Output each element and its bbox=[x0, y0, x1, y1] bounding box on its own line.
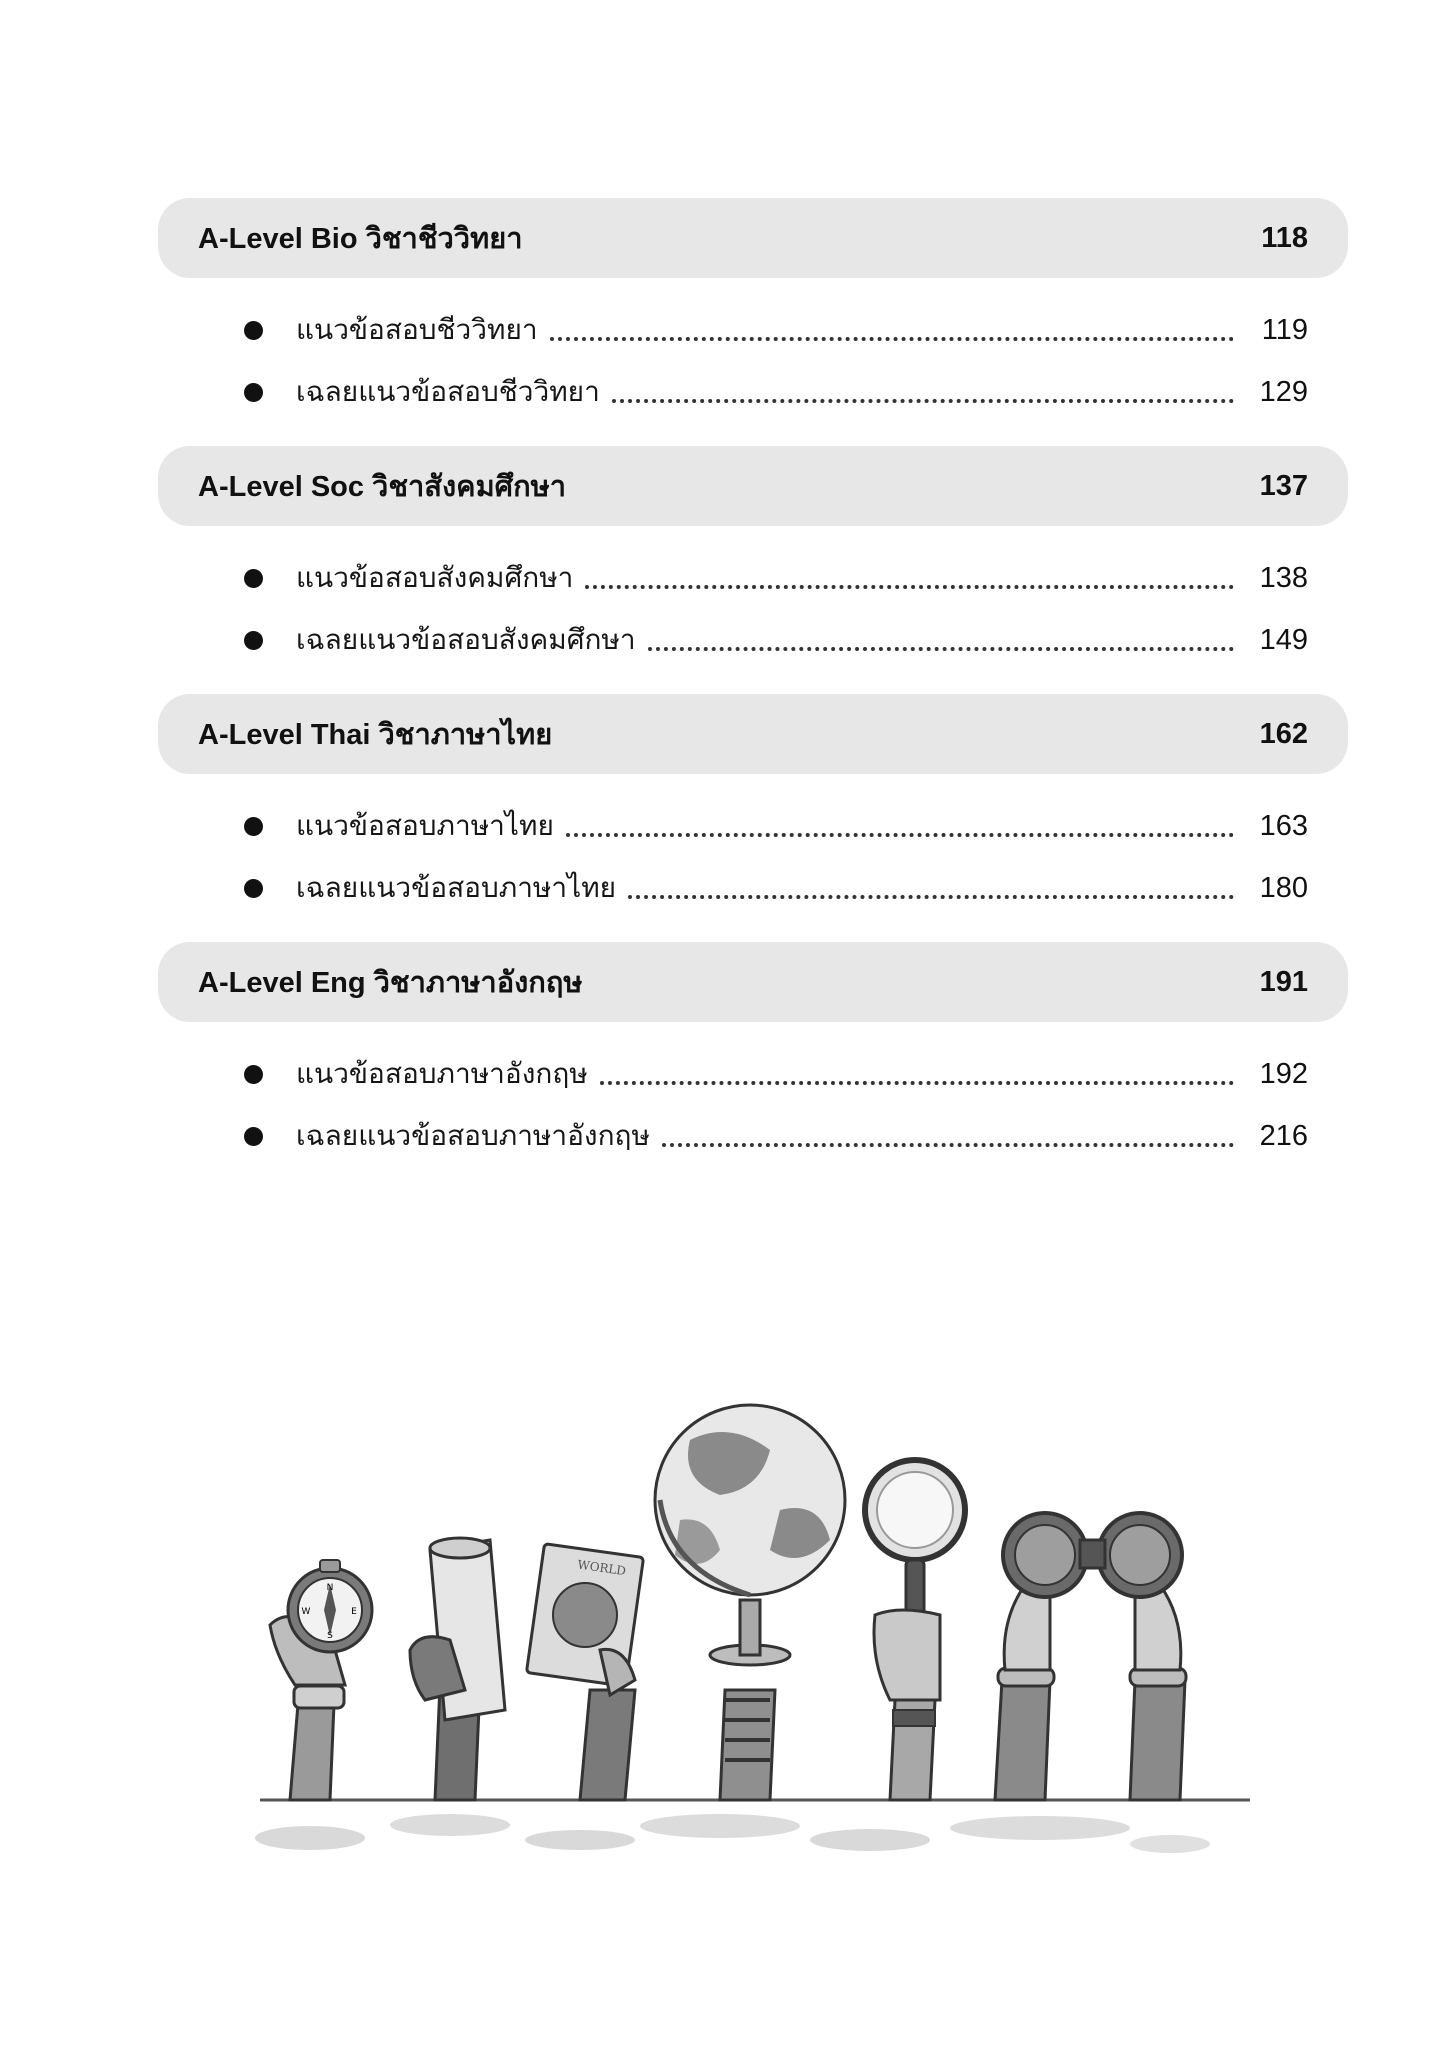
bullet-icon bbox=[244, 1127, 263, 1146]
bullet-icon bbox=[244, 879, 263, 898]
magnifying-glass-icon bbox=[865, 1460, 965, 1800]
entry-page-number: 119 bbox=[1261, 313, 1308, 346]
dot-leader bbox=[585, 585, 1234, 589]
section-page-number: 162 bbox=[1259, 717, 1308, 750]
section-page-number: 118 bbox=[1261, 221, 1308, 254]
toc-entry[interactable] bbox=[244, 556, 1308, 600]
map-scroll-icon bbox=[410, 1538, 505, 1800]
dot-leader bbox=[648, 647, 1234, 651]
section-title: A-Level Thai วิชาภาษาไทย bbox=[198, 719, 553, 751]
entry-page-number: 180 bbox=[1259, 871, 1308, 904]
dot-leader bbox=[566, 833, 1234, 837]
section-header-eng[interactable] bbox=[158, 942, 1348, 1022]
entry-label: แนวข้อสอบชีววิทยา bbox=[296, 313, 538, 346]
toc-entry[interactable] bbox=[244, 370, 1308, 414]
bullet-icon bbox=[244, 383, 263, 402]
entry-page-number: 129 bbox=[1259, 375, 1308, 408]
binoculars-icon bbox=[995, 1513, 1186, 1800]
section-page-number: 137 bbox=[1259, 469, 1308, 502]
toc-entry[interactable] bbox=[244, 804, 1308, 848]
entry-label: แนวข้อสอบภาษาไทย bbox=[296, 809, 554, 842]
dot-leader bbox=[550, 337, 1234, 341]
compass-letter-e: E bbox=[351, 1607, 357, 1617]
section-header-bio[interactable] bbox=[158, 198, 1348, 278]
entry-page-number: 138 bbox=[1259, 561, 1308, 594]
dot-leader bbox=[612, 399, 1234, 403]
entry-page-number: 192 bbox=[1259, 1057, 1308, 1090]
dot-leader bbox=[600, 1081, 1234, 1085]
world-book-icon bbox=[526, 1544, 643, 1800]
entry-page-number: 216 bbox=[1259, 1119, 1308, 1152]
entry-label: เฉลยแนวข้อสอบชีววิทยา bbox=[296, 375, 600, 408]
dot-leader bbox=[662, 1143, 1234, 1147]
entry-label: แนวข้อสอบสังคมศึกษา bbox=[296, 561, 574, 594]
toc-entry[interactable] bbox=[244, 866, 1308, 910]
ground-line bbox=[255, 1800, 1250, 1853]
compass-icon bbox=[270, 1560, 372, 1800]
entry-label: เฉลยแนวข้อสอบภาษาอังกฤษ bbox=[296, 1119, 650, 1152]
entry-label: เฉลยแนวข้อสอบสังคมศึกษา bbox=[296, 623, 636, 656]
compass-letter-s: S bbox=[327, 1631, 333, 1641]
entry-label: เฉลยแนวข้อสอบภาษาไทย bbox=[296, 871, 617, 904]
bullet-icon bbox=[244, 631, 263, 650]
toc-entry[interactable] bbox=[244, 1114, 1308, 1158]
explorer-hands-illustration bbox=[250, 1400, 1260, 1880]
bullet-icon bbox=[244, 817, 263, 836]
section-title: A-Level Eng วิชาภาษาอังกฤษ bbox=[198, 967, 583, 999]
compass-letter-n: N bbox=[326, 1583, 334, 1593]
section-title: A-Level Soc วิชาสังคมศึกษา bbox=[198, 471, 567, 503]
section-title: A-Level Bio วิชาชีววิทยา bbox=[198, 223, 523, 255]
compass-letter-w: W bbox=[301, 1607, 311, 1617]
bullet-icon bbox=[244, 1065, 263, 1084]
bullet-icon bbox=[244, 321, 263, 340]
entry-page-number: 149 bbox=[1259, 623, 1308, 656]
toc-entry[interactable] bbox=[244, 308, 1308, 352]
bullet-icon bbox=[244, 569, 263, 588]
dot-leader bbox=[628, 895, 1234, 899]
section-header-thai[interactable] bbox=[158, 694, 1348, 774]
book-cover-title: WORLD bbox=[576, 1557, 627, 1579]
toc-entry[interactable] bbox=[244, 618, 1308, 662]
globe-icon bbox=[655, 1405, 845, 1800]
toc-entry[interactable] bbox=[244, 1052, 1308, 1096]
entry-page-number: 163 bbox=[1259, 809, 1308, 842]
section-page-number: 191 bbox=[1259, 965, 1308, 998]
section-header-soc[interactable] bbox=[158, 446, 1348, 526]
entry-label: แนวข้อสอบภาษาอังกฤษ bbox=[296, 1057, 588, 1090]
